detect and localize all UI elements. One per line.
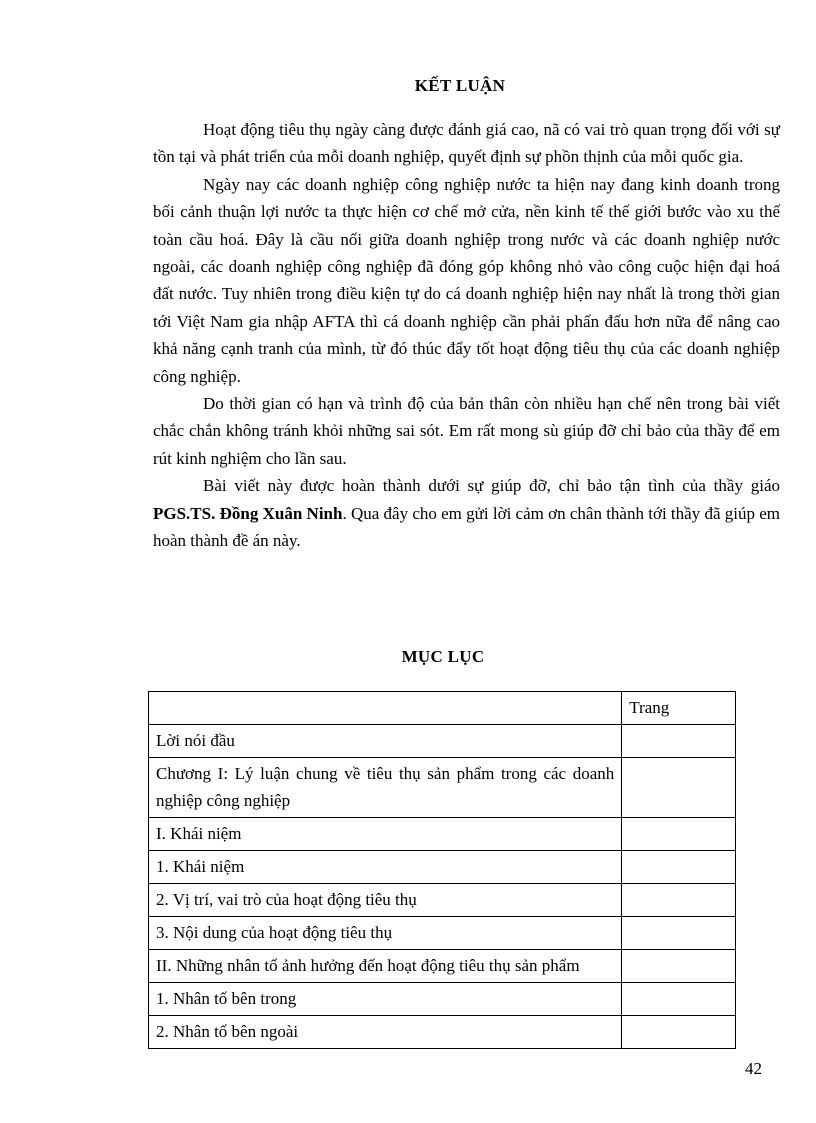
toc-header-row [149, 692, 736, 725]
toc-title: MỤC LỤC [401, 647, 485, 666]
toc-page-cell [622, 983, 736, 1016]
toc-page-cell [622, 818, 736, 851]
advisor-name: PGS.TS. Đồng Xuân Ninh [153, 503, 343, 523]
toc-page-cell [622, 917, 736, 950]
page-number: 42 [745, 1059, 762, 1078]
toc-row [149, 725, 736, 758]
paragraph-2: Ngày nay các doanh nghiệp công nghiệp nước ta hiện nay đang kinh doanh trong bối cảnh thuận lợi nước ta thực hiện cơ chế mở cửa, nền kinh tế thế giới bước vào xu thế toàn cầu hoá. Đây là cầu nối giữa doanh nghiệp trong nước và các doanh nghiệp nước ngoài, các doanh nghiệp công nghiệp đã đóng góp không nhỏ vào công cuộc hiện đại hoá đất nước. Tuy nhiên trong điều kiện tự do cá doanh nghiệp hiện nay nhất là trong thời gian tới Việt Nam gia nhập AFTA thì cá doanh nghiệp cần phải phấn đấu hơn nữa để nâng cao khả năng cạnh tranh của mình, từ đó thúc đẩy tốt hoạt động tiêu thụ của các doanh nghiệp công nghiệp. [153, 174, 780, 386]
toc-entry: 2. Vị trí, vai trò của hoạt động tiêu thụ [149, 884, 622, 917]
toc-row [149, 917, 736, 950]
toc-row [149, 758, 736, 818]
toc-page-cell [622, 884, 736, 917]
paragraph-4 [153, 472, 780, 554]
toc-entry: 1. Nhân tố bên trong [149, 983, 622, 1016]
toc-row [149, 851, 736, 884]
toc-entry: I. Khái niệm [149, 818, 622, 851]
toc-row [149, 983, 736, 1016]
paragraph-4-text-end: . Qua đây cho em gửi lời cảm ơn chân thành tới thầy đã giúp em hoàn thành đề án này. [153, 503, 780, 551]
conclusion-title: KẾT LUẬN [414, 76, 506, 95]
toc-page-cell [622, 1016, 736, 1049]
toc-header-page-cell: Trang [622, 692, 736, 725]
toc-entry: II. Những nhân tố ảnh hưởng đến hoạt động tiêu thụ sản phẩm [149, 950, 622, 983]
toc-entry: 2. Nhân tố bên ngoài [149, 1016, 622, 1049]
conclusion-body [153, 116, 780, 555]
toc-table [148, 691, 736, 1049]
toc-header-entry-cell [149, 692, 622, 725]
toc-entry: 1. Khái niệm [149, 851, 622, 884]
toc-entry: Chương I: Lý luận chung về tiêu thụ sản phẩm trong các doanh nghiệp công nghiệp [149, 758, 622, 818]
toc-row [149, 1016, 736, 1049]
toc-row [149, 950, 736, 983]
toc-page-cell [622, 758, 736, 818]
paragraph-3: Do thời gian có hạn và trình độ của bản thân còn nhiều hạn chế nên trong bài viết chắc chắn không tránh khỏi những sai sót. Em rất mong sù giúp đỡ chỉ bảo của thầy để em rút kinh nghiệm cho lần sau. [153, 394, 780, 468]
toc-entry: Lời nói đầu [149, 725, 622, 758]
toc-row [149, 818, 736, 851]
toc-page-cell [622, 725, 736, 758]
paragraph-4-text-start: Bài viết này được hoàn thành dưới sự giúp đỡ, chỉ bảo tận tình của thầy giáo [203, 476, 780, 496]
paragraph-1: Hoạt động tiêu thụ ngày càng được đánh giá cao, nã có vai trò quan trọng đối với sự tồn tại và phát triển của mỗi doanh nghiệp, quyết định sự phồn thịnh của mỗi quốc gia. [153, 120, 780, 167]
toc-row [149, 884, 736, 917]
toc-entry: 3. Nội dung của hoạt động tiêu thụ [149, 917, 622, 950]
toc-page-cell [622, 950, 736, 983]
toc-page-cell [622, 851, 736, 884]
